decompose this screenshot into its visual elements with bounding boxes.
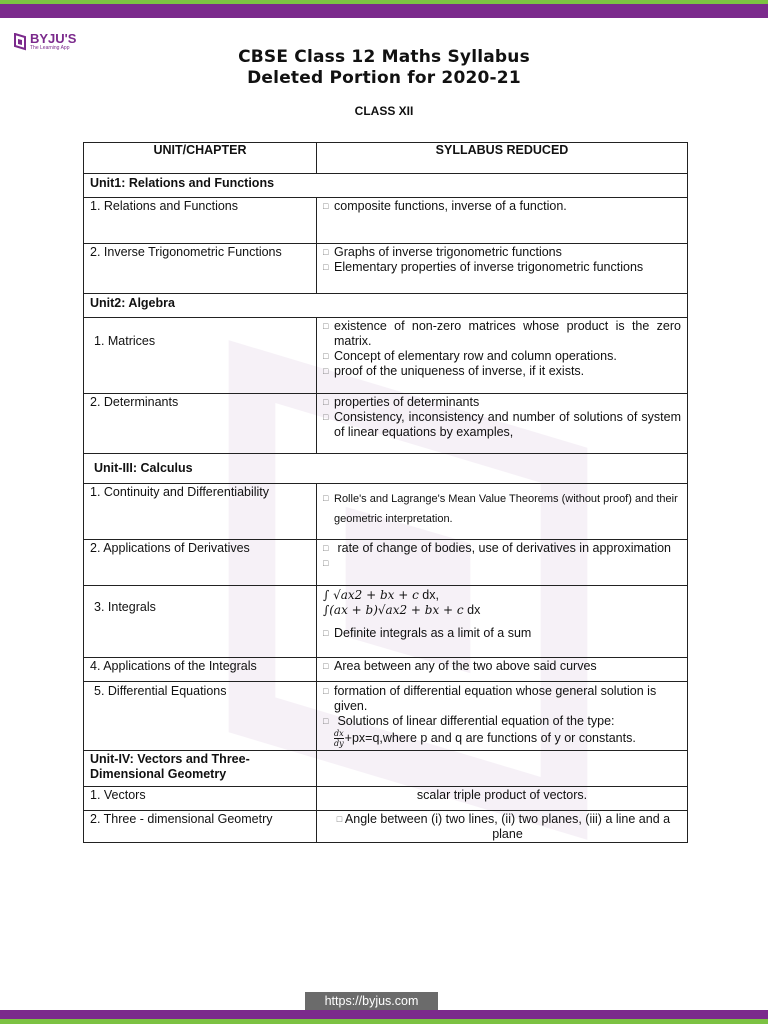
bottom-green-stripe <box>0 1019 768 1024</box>
table-row <box>84 787 688 811</box>
syllabus-point: □ Definite integrals as a limit of a sum <box>323 626 681 641</box>
syllabus-point: □ Solutions of linear differential equation of the type: <box>323 714 681 729</box>
syllabus-cell <box>317 318 688 394</box>
syllabus-point: □ Elementary properties of inverse trigonometric functions <box>323 260 681 275</box>
fraction-denominator: dy <box>334 739 344 748</box>
syllabus-point: □ Rolle's and Lagrange's Mean Value Theorems (without proof) and their geometric interpretation. <box>323 488 681 529</box>
syllabus-point: □ Consistency, inconsistency and number of solutions of system of linear equations by examples, <box>323 410 681 440</box>
chapter-cell: 1. Continuity and Differentiability <box>84 484 317 540</box>
syllabus-point: □ composite functions, inverse of a function. <box>323 199 681 214</box>
table-row <box>84 811 688 843</box>
unit-title: Unit1: Relations and Functions <box>84 174 688 198</box>
syllabus-point: □ Angle between (i) two lines, (ii) two planes, (iii) a line and a plane <box>323 812 681 842</box>
table-header-row <box>84 143 688 174</box>
table-row <box>84 244 688 294</box>
syllabus-point: □ rate of change of bodies, use of derivatives in approximation <box>323 541 681 556</box>
syllabus-cell <box>317 484 688 540</box>
syllabus-point: □ Area between any of the two above said curves <box>323 659 681 674</box>
unit-row <box>84 294 688 318</box>
syllabus-cell <box>317 198 688 244</box>
table-row <box>84 586 688 658</box>
footer-url-link[interactable]: https://byjus.com <box>305 992 438 1010</box>
formula-dx: dx <box>463 603 481 617</box>
table-row <box>84 658 688 682</box>
syllabus-point: □ properties of determinants <box>323 395 681 410</box>
syllabus-cell <box>317 586 688 658</box>
table-row <box>84 318 688 394</box>
header-unit-chapter: UNIT/CHAPTER <box>84 143 317 174</box>
logo-brand-name: BYJU'S <box>30 31 77 46</box>
chapter-cell: 2. Applications of Derivatives <box>84 540 317 586</box>
formula-dx: dx, <box>418 588 439 602</box>
table-row <box>84 540 688 586</box>
chapter-cell: 5. Differential Equations <box>84 682 317 751</box>
top-color-band <box>0 0 768 20</box>
unit-title: Unit-IV: Vectors and Three-Dimensional Geometry <box>84 751 317 787</box>
dx-dy-fraction <box>334 729 344 748</box>
unit-row <box>84 751 688 787</box>
chapter-cell: 2. Determinants <box>84 394 317 454</box>
top-purple-stripe <box>0 4 768 18</box>
table-row <box>84 394 688 454</box>
document-title: CBSE Class 12 Maths Syllabus <box>238 47 530 67</box>
unit-title: Unit2: Algebra <box>84 294 688 318</box>
syllabus-cell <box>317 811 688 843</box>
syllabus-cell <box>317 682 688 751</box>
syllabus-cell <box>317 394 688 454</box>
document-subtitle: Deleted Portion for 2020-21 <box>247 68 521 88</box>
syllabus-point: □ formation of differential equation whose general solution is given. <box>323 684 681 714</box>
empty-bullet <box>323 556 681 571</box>
table-row <box>84 682 688 751</box>
syllabus-point: □ proof of the uniqueness of inverse, if it exists. <box>323 364 681 379</box>
table-row <box>84 484 688 540</box>
chapter-cell: 4. Applications of the Integrals <box>84 658 317 682</box>
unit-title: Unit-III: Calculus <box>84 454 688 484</box>
bottom-purple-stripe <box>0 1010 768 1019</box>
differential-equation-type <box>323 729 681 748</box>
syllabus-point: □ existence of non-zero matrices whose product is the zero matrix. <box>323 319 681 349</box>
fraction-numerator: dx <box>334 729 344 738</box>
syllabus-point: □ Graphs of inverse trigonometric functions <box>323 245 681 260</box>
chapter-cell: 1. Vectors <box>84 787 317 811</box>
syllabus-cell <box>317 540 688 586</box>
chapter-cell: 2. Three - dimensional Geometry <box>84 811 317 843</box>
class-label: CLASS XII <box>354 104 414 118</box>
syllabus-point: □ Concept of elementary row and column operations. <box>323 349 681 364</box>
integral-formula-2 <box>323 603 681 618</box>
chapter-cell: 3. Integrals <box>84 586 317 658</box>
table-row <box>84 198 688 244</box>
syllabus-cell: scalar triple product of vectors. <box>317 787 688 811</box>
chapter-cell: 1. Relations and Functions <box>84 198 317 244</box>
formula-math: ∫ √ax2 + bx + c <box>323 588 419 602</box>
chapter-cell: 1. Matrices <box>84 318 317 394</box>
syllabus-cell <box>317 658 688 682</box>
syllabus-table <box>83 142 688 843</box>
syllabus-cell <box>317 244 688 294</box>
unit-row <box>84 454 688 484</box>
bottom-color-band <box>0 1010 768 1024</box>
equation-text: +px=q,where p and q are functions of y or constants. <box>344 730 636 745</box>
empty-cell <box>317 751 688 787</box>
header-syllabus-reduced: SYLLABUS REDUCED <box>317 143 688 174</box>
formula-math: ∫(ax + b)√ax2 + bx + c <box>323 603 464 617</box>
chapter-cell: 2. Inverse Trigonometric Functions <box>84 244 317 294</box>
logo-tagline: The Learning App <box>30 45 70 51</box>
integral-formula-1 <box>323 588 681 603</box>
unit-row <box>84 174 688 198</box>
